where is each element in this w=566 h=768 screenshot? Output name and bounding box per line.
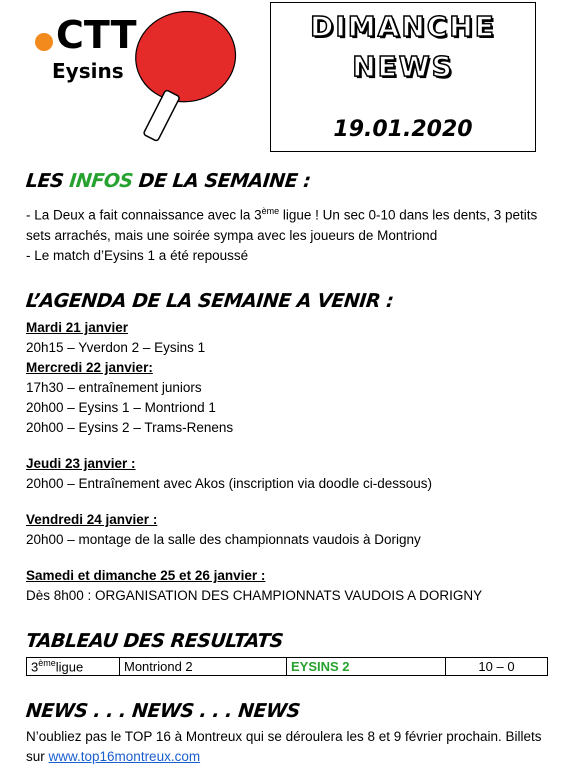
newsletter-title-line2: NEWS — [352, 50, 454, 83]
result-team-away: EYSINS 2 — [287, 658, 446, 676]
infos-line1-a: - La Deux a fait connaissance avec la 3 — [26, 207, 262, 223]
news-heading: NEWS . . . NEWS . . . NEWS — [24, 700, 301, 722]
league-number: 3 — [31, 659, 39, 675]
agenda-body — [26, 318, 546, 606]
agenda-event: 20h15 – Yverdon 2 – Eysins 1 — [26, 340, 206, 355]
top16-link[interactable]: www.top16montreux.com — [48, 749, 201, 764]
logo-ctt-text: CTT — [56, 13, 137, 57]
results-table — [26, 657, 548, 676]
infos-line1-b: ligue ! Un sec 0-10 dans les dents, 3 petits sets arrachés, mais une soirée sympa avec les joueurs de Montriond — [26, 207, 538, 243]
news-body — [26, 727, 546, 767]
agenda-day-2: Mercredi 22 janvier: — [26, 360, 153, 375]
infos-heading-highlight: INFOS — [68, 170, 134, 192]
newsletter-date: 19.01.2020 — [333, 117, 473, 142]
infos-heading — [25, 170, 312, 192]
result-league — [27, 658, 120, 676]
agenda-event: 17h30 – entraînement juniors — [26, 380, 202, 395]
agenda-day-3: Jeudi 23 janvier : — [26, 456, 136, 471]
league-word: ligue — [55, 659, 84, 675]
infos-line1-sup: ème — [261, 206, 280, 216]
newsletter-title-line1: DIMANCHE — [310, 10, 496, 43]
infos-heading-part1: LES — [24, 170, 71, 192]
infos-body — [26, 201, 546, 266]
infos-heading-part3: DE LA SEMAINE : — [131, 170, 312, 192]
club-logo — [26, 0, 246, 150]
table-row — [27, 658, 548, 676]
newsletter-title-box — [270, 2, 536, 152]
agenda-event: 20h00 – montage de la salle des championnats vaudois à Dorigny — [26, 532, 421, 547]
league-sup: ème — [38, 658, 56, 669]
agenda-day-1: Mardi 21 janvier — [26, 320, 129, 335]
result-team-home: Montriond 2 — [120, 658, 287, 676]
results-heading: TABLEAU DES RESULTATS — [24, 630, 285, 652]
agenda-day-5: Samedi et dimanche 25 et 26 janvier : — [26, 568, 266, 583]
infos-line2: - Le match d’Eysins 1 a été repoussé — [26, 247, 249, 263]
agenda-event: 20h00 – Eysins 1 – Montriond 1 — [26, 400, 216, 415]
agenda-event: 20h00 – Eysins 2 – Trams-Renens — [26, 420, 234, 435]
agenda-event: Dès 8h00 : ORGANISATION DES CHAMPIONNATS VAUDOIS A DORIGNY — [26, 588, 483, 603]
agenda-day-4: Vendredi 24 janvier : — [26, 512, 158, 527]
agenda-heading: L’AGENDA DE LA SEMAINE A VENIR : — [24, 290, 395, 312]
logo-town-text: Eysins — [52, 59, 124, 83]
agenda-event: 20h00 – Entraînement avec Akos (inscription via doodle ci-dessous) — [26, 476, 432, 491]
result-score: 10 – 0 — [446, 658, 548, 676]
news-text: N’oubliez pas le TOP 16 à Montreux qui se déroulera les 8 et 9 février prochain. Billets sur — [26, 729, 542, 764]
